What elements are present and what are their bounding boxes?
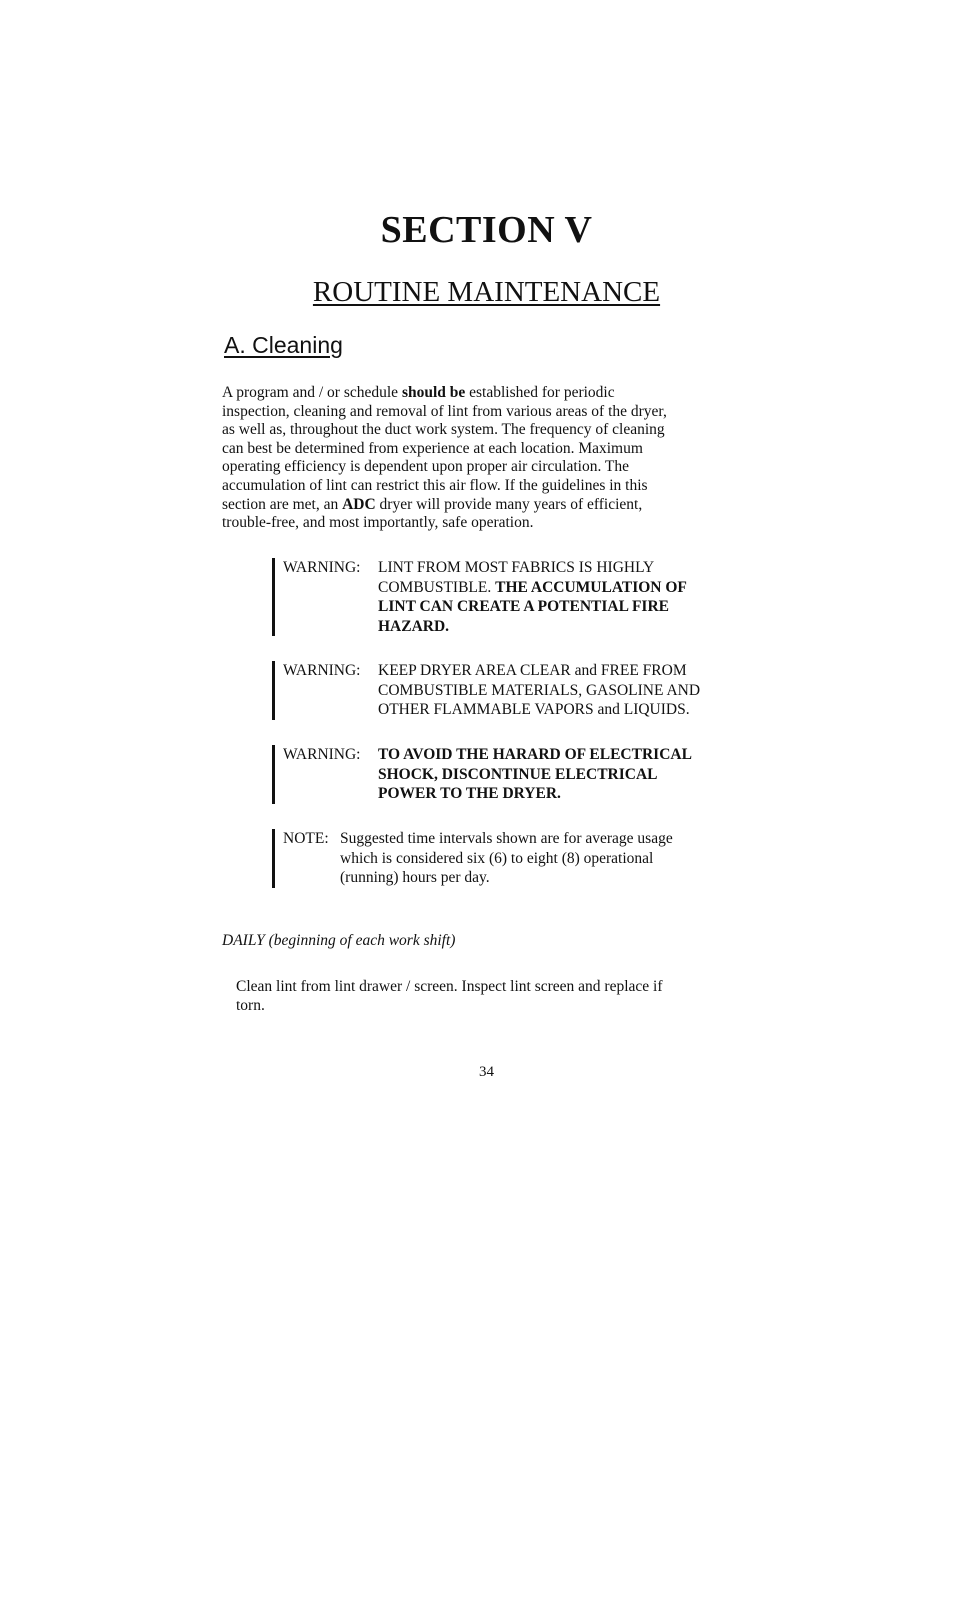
warning-line: [378, 681, 700, 701]
intro-emphasis: ADC: [342, 495, 376, 513]
note-label: NOTE:: [283, 830, 329, 847]
warning-line: [378, 784, 692, 804]
warning-body: [378, 558, 687, 636]
section-subtitle-text: ROUTINE MAINTENANCE: [312, 276, 661, 308]
warning-line: [378, 765, 692, 785]
note-text: (running) hours per day.: [340, 869, 490, 886]
intro-line: [222, 421, 732, 440]
section-title: SECTION V: [380, 209, 593, 251]
warning-body: [378, 661, 700, 720]
warning-box-electrical: [272, 745, 692, 804]
note-body: [340, 829, 673, 888]
daily-heading: DAILY (beginning of each work shift): [222, 932, 456, 949]
intro-line: [222, 384, 732, 403]
intro-text: trouble-free, and most importantly, safe operation.: [222, 514, 534, 532]
note-line: [340, 829, 673, 849]
warning-line: [378, 745, 692, 765]
warning-text: KEEP DRYER AREA CLEAR and FREE FROM: [378, 662, 687, 679]
intro-text: A program and / or schedule: [222, 384, 402, 401]
daily-instructions: [236, 977, 716, 1015]
intro-line: [222, 440, 732, 459]
intro-line: [222, 477, 732, 496]
page-number: 34: [479, 1064, 494, 1080]
note-box: [272, 829, 673, 888]
section-subtitle: [0, 276, 973, 309]
intro-text: accumulation of lint can restrict this air flow. If the guidelines in this: [222, 476, 648, 494]
warning-line: [378, 597, 687, 617]
intro-paragraph: [222, 384, 732, 533]
warning-emphasis: TO AVOID THE HARARD OF ELECTRICAL: [378, 746, 692, 763]
intro-line: [222, 514, 732, 533]
warning-box-area: [272, 661, 700, 720]
warning-label: WARNING:: [283, 746, 361, 763]
warning-line: [378, 700, 700, 720]
warning-box-lint: [272, 558, 687, 636]
intro-text: dryer will provide many years of efficient,: [375, 495, 643, 513]
note-text: which is considered six (6) to eight (8) operational: [340, 849, 654, 867]
warning-emphasis: POWER TO THE DRYER.: [378, 785, 561, 802]
intro-line: [222, 403, 732, 422]
warning-emphasis: HAZARD.: [378, 617, 450, 635]
warning-emphasis: SHOCK, DISCONTINUE ELECTRICAL: [378, 765, 658, 783]
warning-text: OTHER FLAMMABLE VAPORS and LIQUIDS.: [378, 701, 690, 718]
warning-line: [378, 617, 687, 637]
intro-text: inspection, cleaning and removal of lint from various areas of the dryer,: [222, 402, 667, 420]
warning-line: [378, 558, 687, 578]
warning-line: [378, 578, 687, 598]
intro-emphasis: should be: [401, 384, 466, 401]
note-line: [340, 849, 673, 869]
warning-text: COMBUSTIBLE MATERIALS, GASOLINE AND: [378, 681, 701, 699]
warning-label: WARNING:: [283, 662, 361, 679]
subsection-heading-text: A. Cleaning: [224, 332, 343, 358]
intro-text: can best be determined from experience at each location. Maximum: [222, 439, 643, 457]
warning-emphasis: LINT CAN CREATE A POTENTIAL FIRE: [378, 598, 669, 615]
intro-text: operating efficiency is dependent upon proper air circulation. The: [222, 458, 630, 476]
intro-text: established for periodic: [465, 384, 615, 401]
note-line: [340, 868, 673, 888]
warning-emphasis: THE ACCUMULATION OF: [495, 578, 687, 596]
warning-text: LINT FROM MOST FABRICS IS HIGHLY: [378, 559, 655, 576]
intro-line: [222, 496, 732, 515]
subsection-heading: [224, 332, 343, 359]
warning-text: COMBUSTIBLE.: [378, 578, 496, 596]
intro-text: as well as, throughout the duct work system. The frequency of cleaning: [222, 421, 665, 439]
warning-body: [378, 745, 692, 804]
intro-line: [222, 458, 732, 477]
daily-line: torn.: [236, 997, 265, 1014]
warning-line: [378, 661, 700, 681]
note-text: Suggested time intervals shown are for average usage: [340, 830, 673, 847]
daily-line: Clean lint from lint drawer / screen. Inspect lint screen and replace if: [236, 978, 663, 995]
intro-text: section are met, an: [222, 495, 343, 513]
warning-label: WARNING:: [283, 559, 361, 576]
